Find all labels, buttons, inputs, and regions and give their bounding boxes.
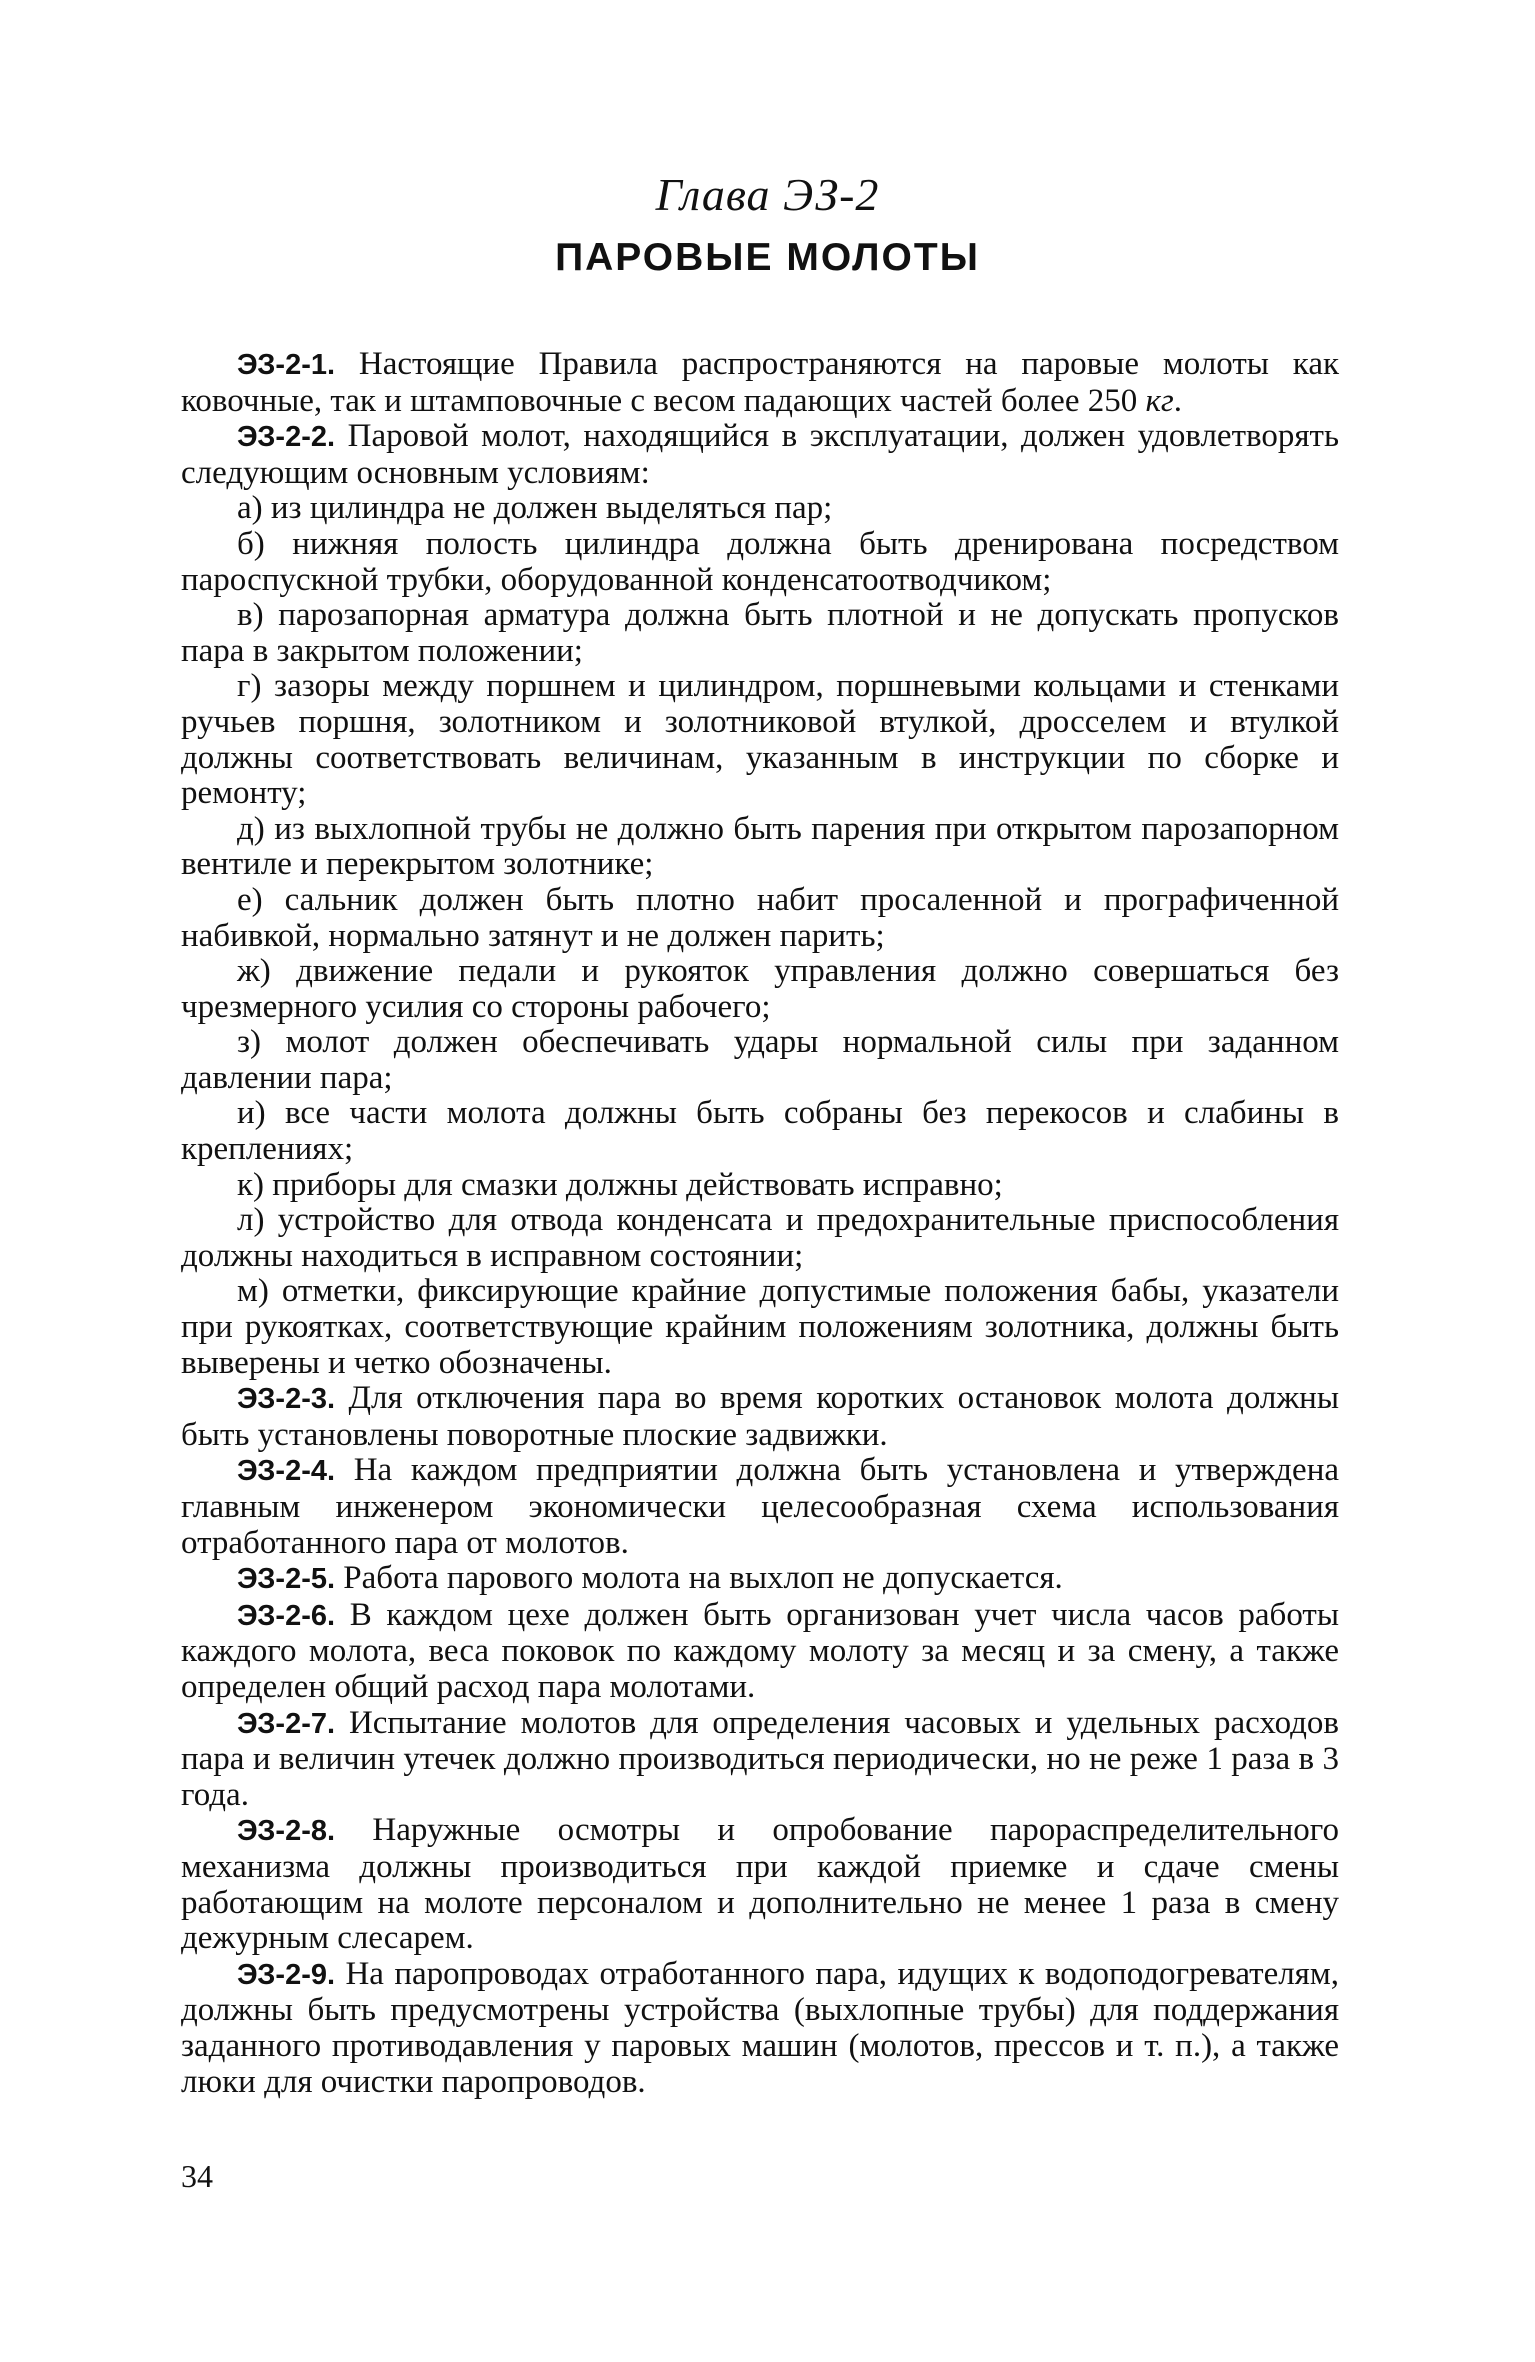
paragraph-text: Паровой молот, находящийся в эксплуатации, должен удовлетворять следующим основным условиям: [181,418,1340,491]
list-item [181,812,1339,883]
unit-text: кг [1145,382,1174,419]
paragraph-text: е) сальник должен быть плотно набит просаленной и прографиченной набивкой, нормально затянут и не должен парить; [181,881,1339,954]
paragraph-text: в) парозапорная арматура должна быть плотной и не допускать пропусков пара в закрытом положении; [181,597,1339,669]
section-paragraph [181,419,1339,491]
list-item [181,491,1339,527]
list-item [181,527,1339,598]
paragraph-text: В каждом цехе должен быть организован учет числа часов работы каждого молота, веса поковок по каждому молоту за месяц и за смену, а также определен общий расход пара молотами. [181,1596,1340,1705]
list-item [181,1168,1339,1204]
section-number: ЭЗ-2-2. [237,421,336,454]
list-item [181,1096,1339,1167]
paragraph-text: На паропроводах отработанного пара, идущих к водоподогревателям, должны быть предусмотрены устройства (выхлопные трубы) для поддержания заданного противодавления у паровых машин (молотов, прессов и т. п.), а также люки для очистки паропроводов. [181,1955,1339,2100]
paragraph-text: л) устройство для отвода конденсата и предохранительные приспособления должны находиться в исправном состоянии; [181,1202,1339,1274]
chapter-title: Глава ЭЗ-2 [655,169,880,220]
paragraph-text: б) нижняя полость цилиндра должна быть дренирована посредством пароспускной трубки, оборудованной конденсатоотводчиком; [181,525,1339,598]
paragraph-text: м) отметки, фиксирующие крайние допустимые положения бабы, указатели при рукоятках, соответствующие крайним положениям золотника, должны быть выверены и четко обозначены. [181,1273,1339,1381]
paragraph-text: г) зазоры между поршнем и цилиндром, поршневыми кольцами и стенками ручьев поршня, золотником и золотниковой втулкой, дросселем и втулкой должны соответствовать величинам, указанным в инструкции по сборке и ремонту; [181,668,1339,812]
section-paragraph [181,347,1339,419]
paragraph-text: Испытание молотов для определения часовых и удельных расходов пара и величин утечек должно производиться периодически, но не реже 1 раза в 3 года. [181,1704,1339,1813]
list-item [181,598,1339,669]
section-number: ЭЗ-2-3. [237,1383,336,1416]
paragraph-text: к) приборы для смазки должны действовать исправно; [237,1166,1003,1203]
list-item [181,1203,1339,1274]
list-item [181,954,1339,1025]
paragraph-text: Для отключения пара во время коротких остановок молота должны быть установлены поворотные плоские задвижки. [181,1380,1339,1453]
section-paragraph [181,1453,1339,1561]
trailing-punctuation: . [1173,382,1183,419]
list-item [181,883,1339,954]
section-number: ЭЗ-2-7. [237,1707,336,1740]
paragraph-text: и) все части молота должны быть собраны без перекосов и слабины в креплениях; [181,1095,1339,1168]
body-text [181,347,1339,2100]
section-number: ЭЗ-2-1. [237,349,336,381]
paragraph-text: д) из выхлопной трубы не должно быть парения при открытом парозапорном вентиле и перекрытом золотнике; [181,810,1339,883]
paragraph-text: ж) движение педали и рукояток управления должно совершаться без чрезмерного усилия со стороны рабочего; [181,953,1339,1025]
section-number: ЭЗ-2-9. [237,1958,336,1991]
section-number: ЭЗ-2-8. [237,1815,336,1848]
section-paragraph [181,1957,1339,2100]
paragraph-text: Настоящие Правила распространяются на паровые молоты как ковочные, так и штамповочные с весом падающих частей более 250 [181,346,1340,419]
section-number: ЭЗ-2-6. [237,1599,336,1632]
section-paragraph [181,1598,1339,1706]
paragraph-text: Работа парового молота на выхлоп не допускается. [343,1560,1063,1597]
list-item [181,669,1339,811]
paragraph-text: з) молот должен обеспечивать удары нормальной силы при заданном давлении пара; [181,1024,1339,1096]
paragraph-text: На каждом предприятии должна быть установлена и утверждена главным инженером экономически целесообразная схема использования отработанного пара от молотов. [181,1452,1340,1561]
chapter-heading: ПАРОВЫЕ МОЛОТЫ [555,236,980,279]
list-item [181,1025,1339,1096]
section-number: ЭЗ-2-5. [237,1563,336,1596]
page-number: 34 [181,2158,213,2194]
paragraph-text: Наружные осмотры и опробование парораспределительного механизма должны производиться при каждой приемке и сдаче смены работающим на молоте персоналом и дополнительно не менее 1 раза в смену дежурным слесарем. [181,1812,1340,1957]
section-number: ЭЗ-2-4. [237,1455,336,1488]
section-paragraph [181,1561,1339,1598]
section-paragraph [181,1813,1339,1956]
section-paragraph [181,1706,1339,1814]
list-item [181,1274,1339,1381]
section-paragraph [181,1381,1339,1453]
paragraph-text: а) из цилиндра не должен выделяться пар; [237,490,833,527]
